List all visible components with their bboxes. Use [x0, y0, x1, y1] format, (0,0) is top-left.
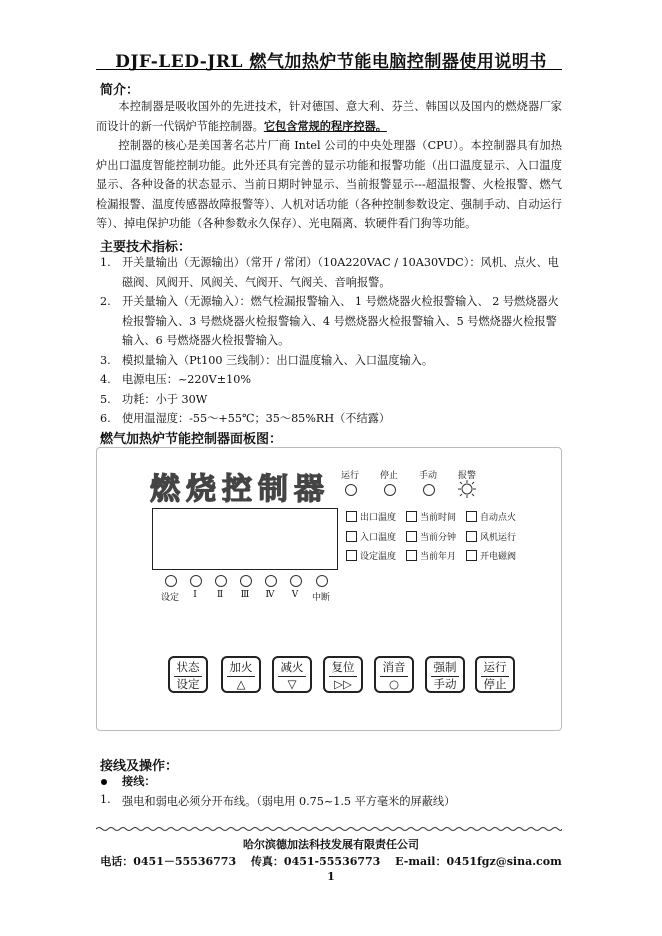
manual-led — [423, 484, 435, 496]
down-triangle-icon: ▽ — [278, 676, 306, 692]
selector-label-3: Ⅲ — [240, 590, 250, 600]
selector-label-interrupt: 中断 — [311, 593, 330, 603]
status-fan-running: 风机运行 — [466, 530, 516, 543]
status-current-minute: 当前分钟 — [406, 530, 456, 543]
selector-led-2 — [215, 575, 227, 587]
selector-led-3 — [240, 575, 252, 587]
run-stop-button[interactable]: 运行 停止 — [475, 656, 515, 693]
spec-item: 6. 使用温湿度：-55～+55℃；35～85%RH（不结露） — [100, 412, 391, 425]
status-set-button[interactable]: 状态 设定 — [168, 656, 208, 693]
status-auto-ignition: 自动点火 — [466, 510, 516, 523]
spec-item: 5. 功耗：小于 30W — [100, 392, 208, 406]
footer-company: 哈尔滨德加法科技发展有限责任公司 — [243, 838, 419, 851]
selector-led-1 — [190, 575, 202, 587]
panel-heading: 燃气加热炉节能控制器面板图： — [100, 432, 283, 447]
bullet-icon — [101, 779, 107, 785]
selector-led-interrupt — [316, 575, 328, 587]
status-inlet-temp: 入口温度 — [346, 530, 396, 543]
lcd-display — [152, 508, 338, 570]
status-set-temp: 设定温度 — [346, 549, 396, 562]
selector-label-4: Ⅳ — [265, 590, 275, 600]
spec-item: 3. 模拟量输入（Pt100 三线制）：出口温度输入、入口温度输入。 — [100, 353, 434, 367]
indicator-manual-label: 手动 — [418, 471, 437, 481]
specs-list — [96, 253, 562, 429]
footer-contact: 电话：0451－55536773 传真：0451-55536773 E-mail：0451fgz@sina.com — [100, 855, 562, 868]
spec-item: 2. 开关量输入（无源输入）：燃气检漏报警输入、 1 号燃烧器火检报警输入、 2 号燃烧器火检报警输入、3 号燃烧器火检报警输入、4 号燃烧器火检报警输入、5 号燃烧器火检报警输入、6 号燃烧器火检报警输入。 — [100, 295, 559, 347]
wiring-item-num: 1. — [100, 793, 111, 806]
selector-led-4 — [265, 575, 277, 587]
panel-title: 燃烧控制器 — [150, 472, 330, 507]
status-current-year-month: 当前年月 — [406, 549, 456, 562]
intro-p1-emphasis: 它包含常规的程序控器。 — [263, 118, 387, 133]
decrease-fire-button[interactable]: 减火 ▽ — [272, 656, 312, 693]
status-solenoid-open: 开电磁阀 — [466, 549, 516, 562]
force-manual-button[interactable]: 强制 手动 — [425, 656, 465, 693]
selector-label-1: Ⅰ — [193, 590, 197, 600]
increase-fire-button[interactable]: 加火 △ — [221, 656, 261, 693]
selector-led-set — [165, 575, 177, 587]
run-led — [345, 484, 357, 496]
intro-heading: 简介： — [100, 83, 140, 98]
spec-item: 1. 开关量输出（无源输出）（常开 / 常闭）（10A220VAC / 10A30VDC）：风机、点火、电磁阀、风阀开、风阀关、气阀开、气阀关、音响报警。 — [100, 256, 559, 289]
mute-button[interactable]: 消音 ○ — [374, 656, 414, 693]
up-triangle-icon: △ — [227, 676, 255, 692]
status-outlet-temp: 出口温度 — [346, 510, 396, 523]
indicator-run-label: 运行 — [340, 471, 359, 481]
intro-paragraph-2: 控制器的核心是美国著名芯片厂商 Intel 公司的中央处理器（CPU）。本控制器具有加热炉出口温度智能控制功能。此外还具有完善的显示功能和报警功能（出口温度显示、入口温度显示、各种设备的状态显示、当前日期时钟显示、当前报警显示---超温报警、火检报警、燃气检漏报警、温度传感器故障报警等）、人机对话功能（各种控制参数设定、强制手动、自动运行等）、掉电保护功能（各种参数永久保存）、光电隔离、软硬件看门狗等功能。 — [96, 139, 562, 230]
wiring-heading: 接线及操作： — [100, 759, 179, 774]
circle-icon: ○ — [380, 676, 408, 692]
alarm-led-icon — [458, 480, 476, 498]
selector-label-5: Ⅴ — [291, 590, 299, 600]
specs-heading: 主要技术指标： — [100, 240, 192, 255]
footer-wave-divider — [96, 826, 562, 832]
indicator-alarm-label: 报警 — [457, 471, 476, 481]
stop-led — [384, 484, 396, 496]
indicator-stop-label: 停止 — [379, 471, 398, 481]
reset-button[interactable]: 复位 ▷▷ — [323, 656, 363, 693]
wiring-item: 强电和弱电必须分开布线。（弱电用 0.75~1.5 平方毫米的屏蔽线） — [122, 795, 456, 808]
page-number: 1 — [327, 870, 335, 883]
fast-forward-icon: ▷▷ — [329, 676, 357, 692]
selector-label-2: Ⅱ — [216, 590, 224, 600]
wiring-bullet-label: 接线： — [122, 774, 156, 788]
intro-p1-text: 本控制器是吸收国外的先进技术，针对德国、意大利、芬兰、韩国以及国内的燃烧器厂家而设计的新一代锅炉节能控制器。 — [96, 100, 562, 133]
document-title: DJF-LED-JRL 燃气加热炉节能电脑控制器使用说明书 — [115, 52, 547, 72]
status-current-time: 当前时间 — [406, 510, 456, 523]
spec-item: 4. 电源电压：~220V±10% — [100, 373, 251, 386]
selector-led-5 — [290, 575, 302, 587]
intro-paragraph-1 — [96, 97, 562, 136]
selector-label-set: 设定 — [160, 593, 179, 603]
title-rule — [96, 69, 562, 70]
